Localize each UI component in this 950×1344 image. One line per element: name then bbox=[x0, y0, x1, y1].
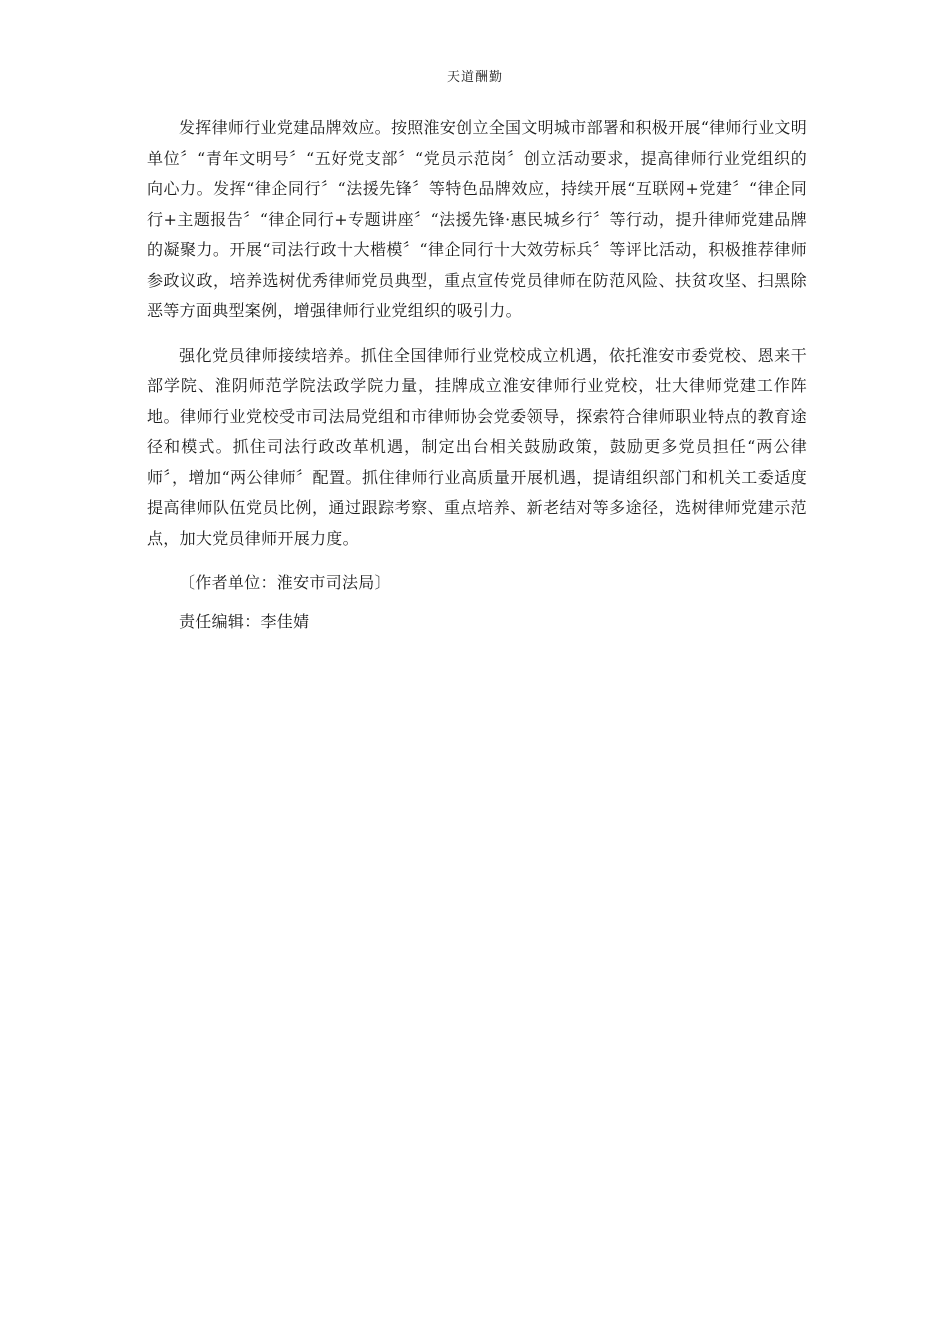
paragraph-member-training: 强化党员律师接续培养。抓住全国律师行业党校成立机遇，依托淮安市委党校、恩来干部学院、淮阴师范学院法政学院力量，挂牌成立淮安律师行业党校，壮大律师党建工作阵地。律师行业党校受市司法局党组和市律师协会党委领导，探索符合律师职业特点的教育途径和模式。抓住司法行政改革机遇，制定出台相关鼓励政策，鼓励更多党员担任“两公律师〞，增加“两公律师〞配置。抓住律师行业高质量开展机遇，提请组织部门和机关工委适度提高律师队伍党员比例，通过跟踪考察、重点培养、新老结对等多途径，选树律师党建示范点，加大党员律师开展力度。 bbox=[147, 345, 807, 548]
page-header: 天道酬勤 bbox=[446, 70, 503, 85]
paragraph-brand-effect: 发挥律师行业党建品牌效应。按照淮安创立全国文明城市部署和积极开展“律师行业文明单位〞“青年文明号〞“五好党支部〞“党员示范岗〞创立活动要求，提高律师行业党组织的向心力。发挥“律企同行〞“法援先锋〞等特色品牌效应，持续开展“互联网+党建〞“律企同行+主题报告〞“律企同行+专题讲座〞“法援先锋·惠民城乡行〞等行动，提升律师党建品牌的凝聚力。开展“司法行政十大楷模〞“律企同行十大效劳标兵〞等评比活动，积极推荐律师参政议政，培养选树优秀律师党员典型，重点宣传党员律师在防范风险、扶贫攻坚、扫黑除恶等方面典型案例，增强律师行业党组织的吸引力。 bbox=[147, 118, 807, 320]
responsible-editor: 责任编辑：李佳婧 bbox=[179, 611, 310, 631]
article-body bbox=[147, 113, 807, 645]
author-unit: 〔作者单位：淮安市司法局〕 bbox=[179, 573, 391, 592]
